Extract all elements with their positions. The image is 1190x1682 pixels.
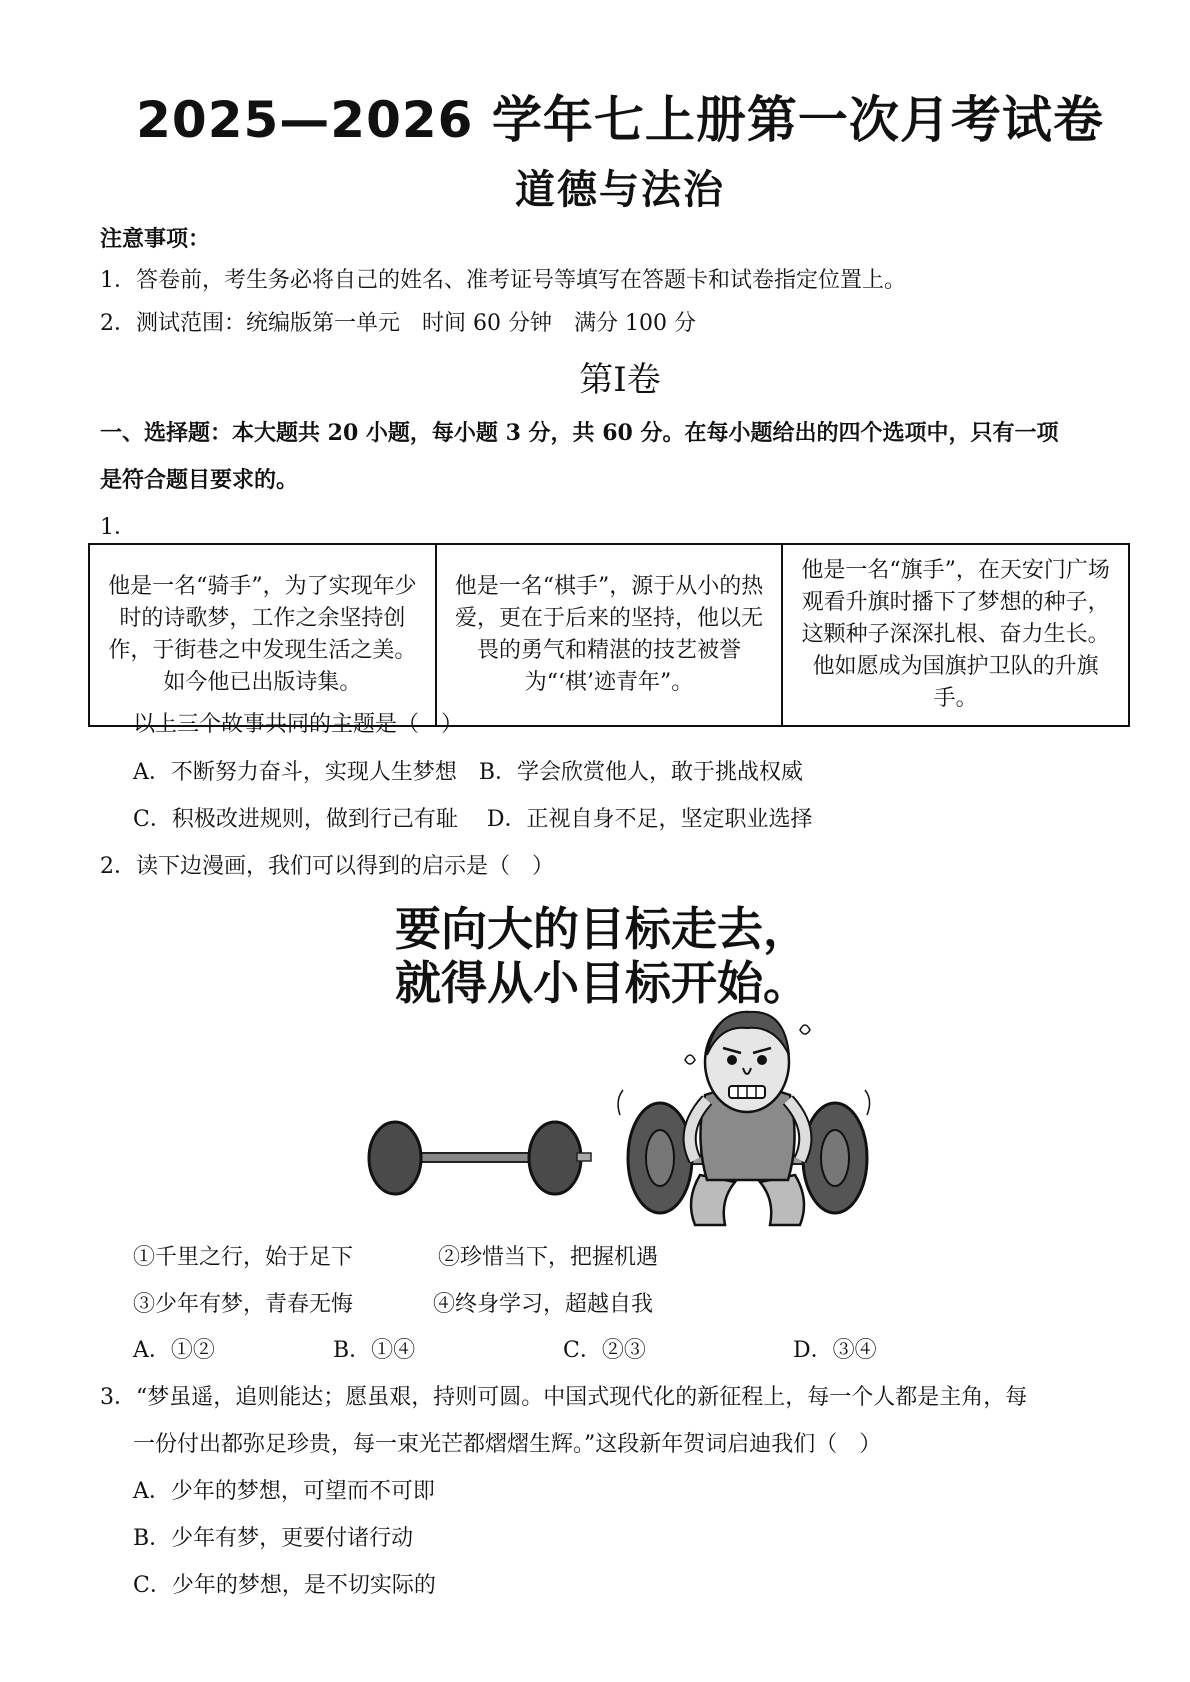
story-flag-bearer: 他是一名“旗手”，在天安门广场观看升旗时播下了梦想的种子，这颗种子深深扎根、奋力生长。他如愿成为国旗护卫队的升旗手。 — [782, 544, 1129, 726]
subject-title: 道德与法治 — [515, 167, 725, 213]
q2-option-a: A．①② — [133, 1338, 215, 1363]
q2-statement-1: ①千里之行，始于足下 — [133, 1245, 354, 1270]
q3-stem-line2: 一份付出都弥足珍贵，每一束光芒都熠熠生辉。”这段新年贺词启迪我们（ ） — [133, 1432, 882, 1457]
weightlifting-cartoon — [355, 1000, 895, 1230]
q2-option-d: D．③④ — [793, 1338, 877, 1363]
notice-item-1: 1．答卷前，考生务必将自己的姓名、准考证号等填写在答题卡和试卷指定位置上。 — [100, 268, 906, 293]
section-instructions-line1: 一、选择题：本大题共 20 小题，每小题 3 分，共 60 分。在每小题给出的四个选项中，只有一项 — [100, 420, 1059, 446]
q1-number: 1． — [100, 515, 136, 540]
q3-option-b: B．少年有梦，更要付诸行动 — [133, 1526, 414, 1551]
q2-statement-4: ④终身学习，超越自我 — [433, 1292, 654, 1317]
cartoon-caption-line2: 就得从小目标开始。 — [395, 956, 809, 1010]
exam-title: 2025—2026 学年七上册第一次月考试卷 — [136, 91, 1104, 149]
q3-option-c: C．少年的梦想，是不切实际的 — [133, 1573, 436, 1598]
story-rider: 他是一名“骑手”，为了实现年少时的诗歌梦，工作之余坚持创作，于街巷之中发现生活之美。如今他已出版诗集。 — [89, 544, 436, 726]
q1-stories-table — [88, 543, 1130, 727]
notice-item-2: 2．测试范围：统编版第一单元 时间 60 分钟 满分 100 分 — [100, 311, 696, 336]
q1-stem: 以上三个故事共同的主题是（ ） — [133, 712, 464, 737]
q2-statement-3: ③少年有梦，青春无悔 — [133, 1292, 354, 1317]
q3-option-a: A．少年的梦想，可望而不可即 — [133, 1479, 435, 1504]
section-label: 第Ⅰ卷 — [579, 360, 661, 400]
small-barbell-icon — [369, 1122, 591, 1194]
cartoon-caption-line1: 要向大的目标走去， — [395, 902, 809, 956]
q2-statement-2: ②珍惜当下，把握机遇 — [438, 1245, 659, 1270]
q3-stem-line1: 3．“梦虽遥，追则能达；愿虽艰，持则可圆。中国式现代化的新征程上，每一个人都是主角，每 — [100, 1385, 1028, 1410]
q2-stem: 2．读下边漫画，我们可以得到的启示是（ ） — [100, 854, 554, 879]
notice-heading: 注意事项： — [100, 226, 211, 252]
story-chess-player: 他是一名“棋手”，源于从小的热爱，更在于后来的坚持，他以无畏的勇气和精湛的技艺被誉为“‘棋’迹青年”。 — [436, 544, 783, 726]
q2-option-c: C．②③ — [563, 1338, 646, 1363]
section-instructions-line2: 是符合题目要求的。 — [100, 467, 299, 493]
q2-option-b: B．①④ — [333, 1338, 416, 1363]
q1-options-row2: C．积极改进规则，做到行己有耻 D．正视自身不足，坚定职业选择 — [133, 807, 813, 832]
q1-options-row1: A．不断努力奋斗，实现人生梦想 B．学会欣赏他人，敢于挑战权威 — [133, 760, 804, 785]
